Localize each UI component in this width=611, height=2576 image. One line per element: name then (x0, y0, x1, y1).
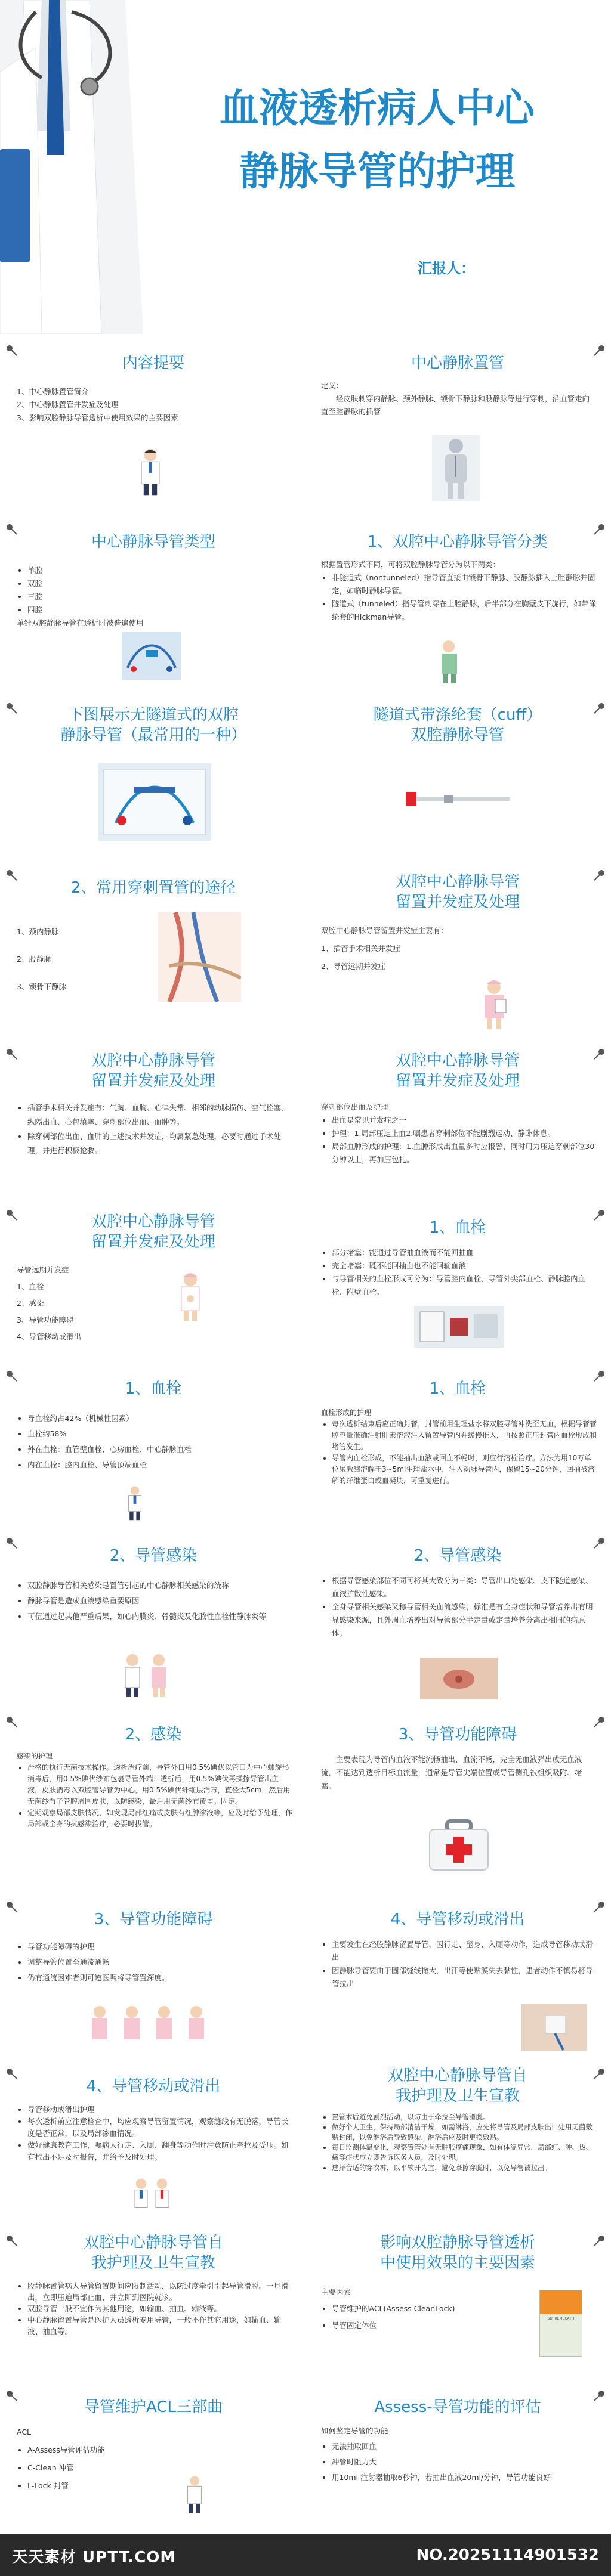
list-item: • 静脉导管是造成血液感染重要原因 (27, 1593, 292, 1609)
list-item: 4、导管移动或滑出 (17, 1332, 81, 1341)
slide-title-line2: 中使用效果的主要因素 (379, 2254, 535, 2272)
site-watermark: 天天素材 UPTT.COM (12, 2549, 177, 2566)
list-item: • 导管内血栓形成，不能抽出血液或回血不畅时，则应行溶栓治疗。方法为用10万单位尿激酶溶解于3~5ml生理盐水中，注入动脉导管内，保留15~20分钟，回抽被溶解的纤维蛋白或血凝块，可重复进行。 (332, 1453, 597, 1487)
list-item: 3、影响双腔静脉导管透析中使用效果的主要因素 (17, 413, 178, 422)
slide-title: 3、导管功能障碍 (398, 1726, 517, 1744)
nurses-group-illustration (86, 2004, 217, 2051)
slide-central-venous-catheter (307, 340, 609, 513)
dysfunction-care-list (17, 1939, 292, 1986)
list-item: • 导管维护的ACL(Assess CleanLock) (332, 2301, 597, 2317)
list-item: • 严格的执行无菌技术操作。透析治疗前，导管外口用0.5%碘伏以管口为中心螺旋形消毒后，用0.5%碘伏纱布包裹导管外端；透析后，用0.5%碘伏再揉擦导管出血液，皮肤消毒以双腔管导管为中心，用0.5%碘伏纤维层消毒，直径大5cm，然后用无菌纱布子管腔周围皮肤，以防感染，最后用无菌纱布覆盖。固定。 (27, 1762, 292, 1807)
nurse-cartoon-icon (432, 638, 468, 686)
text-line: 穿刺部位出血及护理： (321, 1103, 396, 1111)
catheter-kit-photo (98, 757, 211, 847)
body-xray-illustration (432, 435, 480, 501)
list-item: 3、锁骨下静脉 (17, 982, 66, 991)
slide-non-tunneled-catheter (2, 698, 304, 859)
slide-thrombus-types (2, 1366, 304, 1527)
slide-title-line2: 留置并发症及处理 (395, 1072, 520, 1090)
classification-text (321, 558, 597, 624)
list-item: • 四腔 (27, 603, 292, 617)
text-line: 双腔中心静脉导管留置并发症主要有： (321, 926, 448, 935)
slide-surgical-complications (2, 1044, 304, 1199)
slide-displacement-care (2, 2063, 304, 2224)
list-item: 3、导管功能障碍 (17, 1315, 74, 1324)
list-item: • 仍有通流困难者则可遵医嘱将导管置深度。 (27, 1970, 292, 1986)
definition-text (321, 379, 597, 419)
slide-title: 中心静脉导管类型 (91, 533, 215, 551)
nurse-with-clipboard-icon (474, 978, 516, 1032)
dialysis-machine-photo (414, 1306, 504, 1348)
list-item: • 定期观察局部皮肤情况，如发现局部红痛或皮肤有红肿渗液等，应及时给予处理，作局部或全身的抗感染治疗，必要时拔管。 (27, 1807, 292, 1830)
list-item: • 内在血栓：腔内血栓、导管顶端血栓 (27, 1457, 292, 1473)
text-line: 主要表现为导管内血液不能流畅抽出，血流不畅，完全无血液弹出或无血液流，不能达到透析目标血流量，通常是导管尖端位置或导管侧孔被组织吸附、堵塞。 (321, 1755, 582, 1790)
list-item: • 插管手术相关并发症有：气胸、血胸、心律失常、相邻的动脉损伤、空气栓塞、纵隔出血、心包填塞、穿刺部位出血、血肿等。 (27, 1101, 292, 1129)
slide-title-line2: 留置并发症及处理 (91, 1233, 215, 1251)
list-item: • 导血栓约占42%（机械性因素） (27, 1411, 292, 1426)
slide-influencing-factors (307, 2230, 609, 2379)
displacement-care-list (17, 2104, 292, 2163)
list-item: • 双腔导管一般不宜作为其他用途，如输血、抽血、输液等。 (27, 2303, 292, 2314)
slide-title-line1: 影响双腔静脉导管透析 (379, 2234, 535, 2252)
slide-title-line1: 双腔中心静脉导管 (91, 1213, 215, 1231)
slide-long-term-complications (2, 1205, 304, 1360)
slide-infection-care (2, 1711, 304, 1890)
slide-title: Assess-导管功能的评估 (374, 2398, 541, 2416)
slide-title-line1: 双腔中心静脉导管自 (387, 2067, 527, 2085)
slide-title: 1、血栓 (429, 1219, 486, 1237)
note-text: 单针双腔静脉导管在透析时被普遍使用 (17, 618, 144, 627)
slide-title-line2: 静脉导管（最常用的一种） (60, 726, 246, 744)
slide-title-line1: 双腔中心静脉导管 (91, 1052, 215, 1070)
slide-tunneled-cuff-catheter (307, 698, 609, 859)
slide-title: 2、常用穿刺置管的途径 (70, 879, 236, 897)
list-item: • 可伍通过起其他严重后果，如心内膜炎、骨髓炎及化脓性血栓性静脉炎等 (27, 1609, 292, 1624)
self-care-list-2 (17, 2280, 292, 2337)
doctor-figure-illustration (0, 0, 155, 334)
list-item: • 导管移动或滑出护理 (27, 2104, 292, 2116)
list-item: 1、中心静脉置管简介 (17, 387, 89, 396)
slide-assess-function (307, 2385, 609, 2528)
list-item: • 双腔 (27, 577, 292, 590)
cuff-catheter-photo (396, 769, 516, 829)
long-term-list (17, 1262, 292, 1345)
infection-categories-list (321, 1574, 597, 1640)
product-box-label: SUPREMECATH (547, 2317, 575, 2321)
list-item: • 无法抽取回血 (332, 2439, 597, 2454)
slide-title-line2: 留置并发症及处理 (395, 893, 520, 911)
list-item: • 做好健康教育工作，嘱病人行走、入厕、翻身等动作时注意防止牵拉及受压。如有拉出不足及时报告，并给予及时处理。 (27, 2140, 292, 2163)
slide-title: 4、导管移动或滑出 (390, 1911, 525, 1928)
list-item: • 用10ml 注射器抽取6秒钟，若抽出血液20ml/分钟，导管功能良好 (332, 2470, 597, 2485)
slide-title: 2、导管感染 (109, 1547, 198, 1565)
complications-text (321, 922, 597, 976)
list-item: • 股静脉置管病人导管留置期间应限制活动，以防过度牵引引起导管滑脱。一旦滑出，立即压迫局部止血，并立即到医院就诊。 (27, 2280, 292, 2303)
infection-list (17, 1578, 292, 1624)
doctor-cartoon-icon (134, 447, 167, 497)
list-item: • 置管术后避免剧烈活动，以防由于牵拉至导管滑脱。 (332, 2112, 597, 2122)
thrombus-types-list (17, 1411, 292, 1473)
list-item: • 导管固定体位 (332, 2317, 597, 2334)
slide-title: 1、血栓 (125, 1380, 182, 1398)
slide-title: 4、导管移动或滑出 (86, 2077, 221, 2095)
doctors-pair-icon (122, 2176, 181, 2218)
list-item: 2、中心静脉置管并发症及处理 (17, 400, 119, 409)
contents-list (17, 385, 292, 425)
text-line: 导管远期并发症 (17, 1265, 69, 1274)
list-item: • 三腔 (27, 590, 292, 603)
reporter-label: 汇报人： (418, 260, 475, 277)
slide-title-line1: 隧道式带涤纶套（cuff） (373, 706, 542, 724)
list-item: • 每次透析前应注意检查中，均应观察导管留置情况，观察缝线有无脱落，导管长度是否正常，以及局部渗血情况。 (27, 2116, 292, 2140)
list-item: • 外在血栓：血管壁血栓、心房血栓、中心静脉血栓 (27, 1442, 292, 1457)
list-item: 2、股静脉 (17, 955, 51, 964)
list-item: • C-Clean 冲管 (27, 2459, 292, 2477)
catheter-product-box (539, 2290, 582, 2357)
list-item: • 护理：1.局部压迫止血2.嘱患者穿刺部位不能剧烈运动、静卧休息。 (332, 1127, 597, 1140)
list-item: • 因静脉导管要由于固部缝线撤大，出汗等使贴膜失去黏性，患者动作不慎易将导管拉出 (332, 1964, 597, 1990)
list-item: • 导管功能障碍的护理 (27, 1939, 292, 1955)
slide-title-line1: 双腔中心静脉导管 (395, 1052, 520, 1070)
assess-list (321, 2423, 597, 2485)
list-item: • 与导管相关的血栓形成可分为：导管腔内血栓、导管外尖部血栓、静脉腔内血栓、附壁血栓。 (332, 1272, 597, 1299)
slide-infection-categories (307, 1532, 609, 1705)
header-banner (0, 0, 611, 334)
dysfunction-text (321, 1753, 597, 1792)
list-item: • 全身导管相关感染又称导管相关血流感染，标准是有全身症状和导管培养出有明显感染来源，且外周血培养出对导管部分半定量或定量培养分离出相同的病原体。 (332, 1600, 597, 1640)
list-item: • 血栓约58% (27, 1426, 292, 1442)
slide-title-line2: 我护理及卫生宣教 (91, 2254, 215, 2272)
list-item: • 局部血肿形成的护理：1.血肿形成出血量多时应报警，同时用力压迫穿刺部位30分钟以上，再加压包扎。 (332, 1140, 597, 1166)
list-item: • A-Assess导管评估功能 (27, 2441, 292, 2459)
thrombosis-list (321, 1246, 597, 1299)
slide-puncture-routes (2, 865, 304, 1038)
infection-care-text (17, 1751, 292, 1830)
slide-title: 中心静脉置管 (411, 354, 504, 372)
slide-self-care-education-2 (2, 2230, 304, 2379)
list-item: • 每次透析结束后应正确封管，封管前用生理盐水将双腔导管冲洗至无血，根据导管管腔容量准确注射肝素溶液注入留置导管内并缓慢推入，再按照正压封管内血栓形成和堵管发生。 (332, 1419, 597, 1453)
neck-anatomy-illustration (158, 912, 241, 1002)
text-line: 定义： (321, 381, 344, 390)
patient-neck-catheter-photo (521, 2004, 587, 2051)
surgical-complications-list (17, 1101, 292, 1158)
list-item: • 隧道式（tunneled）指导管刺穿在上腔静脉，后半部分在胸壁皮下旋行，如带涤纶套的Hickman导管。 (332, 597, 597, 624)
list-item: • 调整导管位置至通流通畅 (27, 1955, 292, 1970)
text-line: 感染的护理 (17, 1752, 53, 1760)
slide-catheter-types (2, 519, 304, 692)
text-line: ACL (17, 2428, 32, 2436)
thrombus-care-text (321, 1407, 597, 1487)
text-line: 根据置管形式不同，可将双腔静脉导管分为以下两类： (321, 560, 501, 569)
doctor-cartoon-icon (181, 2475, 208, 2516)
slide-acl-maintenance (2, 2385, 304, 2528)
main-title-line2: 静脉导管的护理 (239, 148, 515, 194)
text-line: 1、插管手术相关并发症 (321, 944, 400, 953)
slide-catheter-classification (307, 519, 609, 692)
item-number: NO.20251114901532 (416, 2546, 599, 2564)
text-line: 如何鉴定导管的功能 (321, 2426, 388, 2435)
types-list (17, 564, 292, 630)
list-item: 1、颈内静脉 (17, 927, 59, 936)
skin-infection-photo (420, 1658, 498, 1699)
list-item: • 做好个人卫生，保持局部清洁干燥，如需淋浴，应先将导管及局部皮肤出口处用无菌敷贴封闭，以免淋浴后导致感染，淋浴后应及时更换敷贴。 (332, 2122, 597, 2142)
slide-title-line1: 下图展示无隧道式的双腔 (67, 706, 239, 724)
self-care-list (321, 2112, 597, 2173)
list-item: • 双腔静脉导管相关感染是置管引起的中心静脉相关感染的统称 (27, 1578, 292, 1593)
slide-complications-overview (307, 865, 609, 1038)
acl-list (17, 2423, 292, 2495)
main-title-line1: 血液透析病人中心 (220, 85, 535, 131)
slide-title-line2: 双腔静脉导管 (411, 726, 504, 744)
list-item: • 冲管时阻力大 (332, 2454, 597, 2470)
list-item: • 完全堵塞：既不能回抽血也不能回输血液 (332, 1259, 597, 1272)
slide-bleeding-care (307, 1044, 609, 1199)
nurse-greeting-icon (169, 1270, 211, 1324)
routes-list (17, 918, 292, 1001)
list-item: • 主要发生在经股静脉留置导管，因行走、翻身、入厕等动作，造成导管移动或滑出 (332, 1938, 597, 1964)
slide-thrombosis (307, 1205, 609, 1360)
slide-title: 内容提要 (122, 354, 184, 372)
text-line: 2、导管远期并发症 (321, 962, 385, 971)
text-line: 血栓形成的护理 (321, 1408, 372, 1417)
slide-title-line1: 双腔中心静脉导管 (395, 873, 520, 891)
first-aid-kit-icon (426, 1819, 492, 1872)
watermark-footer (0, 2534, 611, 2576)
slide-dysfunction-care (2, 1896, 304, 2057)
list-item: • 单腔 (27, 564, 292, 577)
list-item: • 出血是常见并发症之一 (332, 1114, 597, 1127)
slide-title-line2: 留置并发症及处理 (91, 1072, 215, 1090)
list-item: • L-Lock 封管 (27, 2477, 292, 2495)
text-line: 主要因素 (321, 2287, 351, 2296)
slide-title: 1、双腔中心静脉导管分类 (367, 533, 548, 551)
list-item: • 选择合适的穿衣裤，以平软开为宜，避免摩擦穿脱时，以免导管被拉出。 (332, 2163, 597, 2173)
medical-staff-cartoon-icon (116, 1652, 175, 1699)
list-item: 2、感染 (17, 1299, 44, 1308)
slide-title: 2、感染 (125, 1726, 182, 1744)
slide-title: 3、导管功能障碍 (94, 1911, 213, 1928)
slide-title: 导管维护ACL三部曲 (84, 2398, 223, 2416)
slide-thrombus-care (307, 1366, 609, 1527)
slide-catheter-displacement (307, 1896, 609, 2057)
slide-catheter-infection (2, 1532, 304, 1705)
bleeding-care-text (321, 1101, 597, 1166)
list-item: • 中心静脉留置导管是医护人员透析专用导管，一般不作其它用途，如输血、输液、抽血等。 (27, 2314, 292, 2337)
list-item: • 每日监测体温变化，观察置管处有无肿胀疼痛现象，如有体温异常，局部红、肿、热、痛等症状应立即告诉医务人员，及时处理。 (332, 2142, 597, 2163)
displacement-list (321, 1938, 597, 1990)
list-item: • 非隧道式（nontunneled）指导管直接由锁骨下静脉、股静脉插入上腔静脉并固定，如临时静脉导管。 (332, 571, 597, 597)
text-line: 经皮肤刺穿内静脉、颈外静脉、锁骨下静脉和股静脉等进行穿刺，沿血管走向直至腔静脉的插管 (321, 394, 590, 416)
doctor-cartoon-icon (122, 1485, 148, 1523)
list-item: 1、血栓 (17, 1282, 44, 1291)
slide-contents (2, 340, 304, 513)
slide-title-line2: 我护理及卫生宣教 (395, 2087, 520, 2105)
list-item: • 部分堵塞：能通过导管抽血液而不能回抽血 (332, 1246, 597, 1259)
list-item: • 根据导管感染部位不同可将其大致分为三类：导管出口处感染、皮下隧道感染、血液扩散性感染。 (332, 1574, 597, 1600)
slide-catheter-dysfunction (307, 1711, 609, 1890)
slide-self-care-education-1 (307, 2063, 609, 2224)
slide-title: 2、导管感染 (413, 1547, 502, 1565)
slide-title-line1: 双腔中心静脉导管自 (83, 2234, 223, 2252)
list-item: • 除穿刺部位出血、血肿的上述技术并发症，均属紧急处理，必要时通过手术处理，并进行积极抢救。 (27, 1129, 292, 1158)
slide-title: 1、血栓 (429, 1380, 486, 1398)
catheter-photo (122, 632, 181, 680)
